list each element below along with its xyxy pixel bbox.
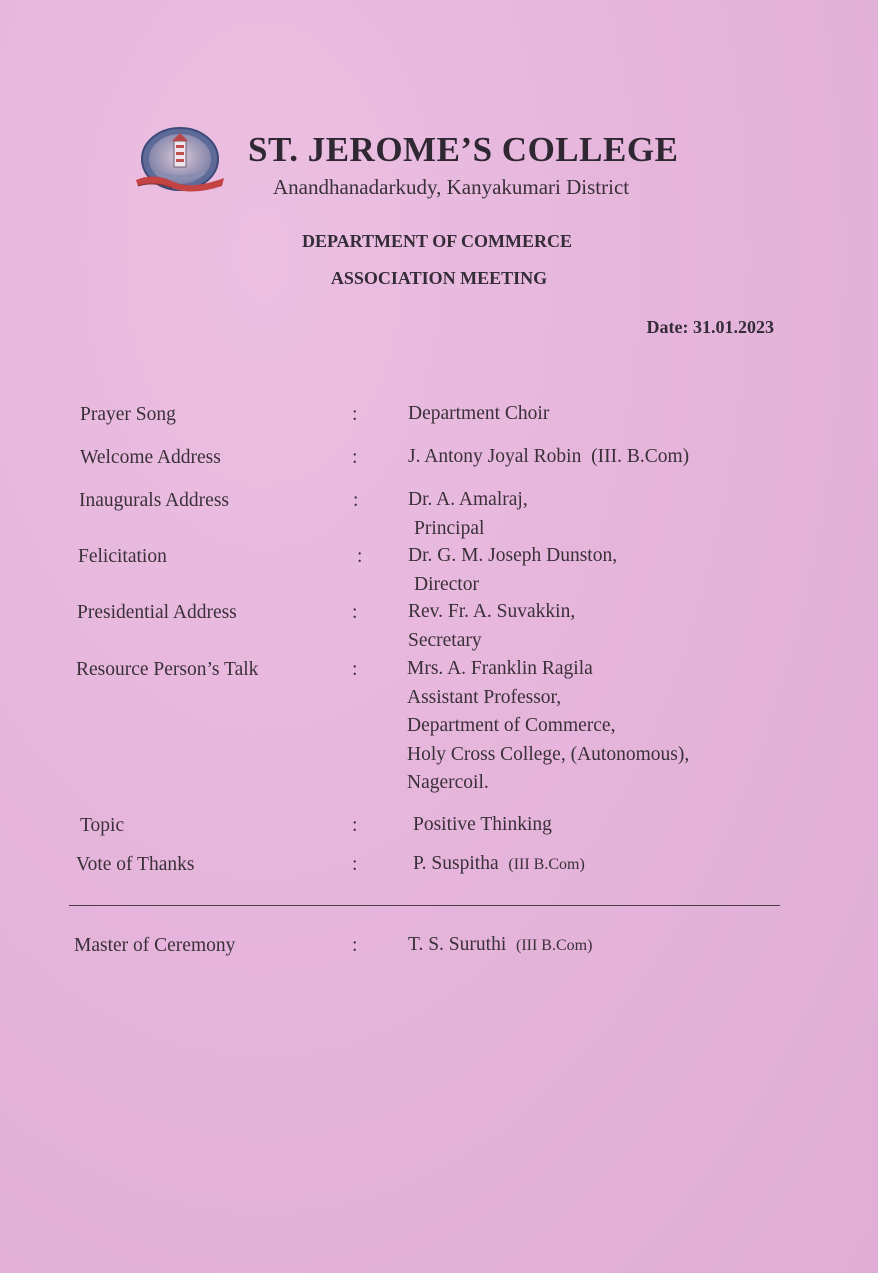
row-value: Positive Thinking [413, 814, 552, 835]
college-address: Anandhanadarkudy, Kanyakumari District [273, 175, 630, 199]
row-colon: : [352, 935, 358, 956]
row-label: Prayer Song [80, 404, 176, 425]
college-emblem-icon [134, 126, 226, 198]
row-label: Master of Ceremony [74, 935, 236, 956]
row-colon: : [352, 659, 358, 680]
row-label: Topic [80, 815, 125, 836]
row-label: Vote of Thanks [76, 854, 195, 875]
row-colon: : [352, 602, 358, 623]
row-colon: : [352, 447, 358, 468]
class-suffix: (III B.Com) [515, 937, 593, 954]
row-value: Department Choir [408, 403, 550, 424]
row-value: Dr. A. Amalraj, Principal [408, 489, 528, 539]
divider-line [69, 905, 780, 906]
row-value [413, 850, 585, 880]
row-value: Rev. Fr. A. Suvakkin, Secretary [408, 601, 576, 651]
row-value: Dr. G. M. Joseph Dunston, Director [408, 545, 618, 595]
row-value [408, 931, 592, 961]
person-name: P. Suspitha [413, 853, 499, 874]
row-label: Inaugurals Address [79, 490, 230, 511]
meeting-date: Date: 31.01.2023 [646, 317, 774, 337]
row-label: Welcome Address [80, 447, 221, 468]
row-value: Mrs. A. Franklin Ragila Assistant Professor, Department of Commerce, Holy Cross College, (Autonomous), Nagercoil. [407, 658, 690, 793]
row-value: J. Antony Joyal Robin (III. B.Com) [408, 446, 690, 467]
meeting-title: ASSOCIATION MEETING [330, 268, 548, 288]
row-colon: : [352, 404, 358, 425]
row-label: Felicitation [78, 546, 167, 567]
row-colon: : [352, 815, 358, 836]
row-colon: : [357, 546, 363, 567]
department-title: DEPARTMENT OF COMMERCE [301, 231, 573, 251]
row-colon: : [353, 490, 359, 511]
row-label: Presidential Address [77, 602, 237, 623]
row-label: Resource Person’s Talk [76, 659, 259, 680]
college-name: ST. JEROME’S COLLEGE [248, 130, 679, 169]
person-name: T. S. Suruthi [408, 934, 507, 955]
row-colon: : [352, 854, 358, 875]
class-suffix: (III B.Com) [508, 856, 585, 873]
